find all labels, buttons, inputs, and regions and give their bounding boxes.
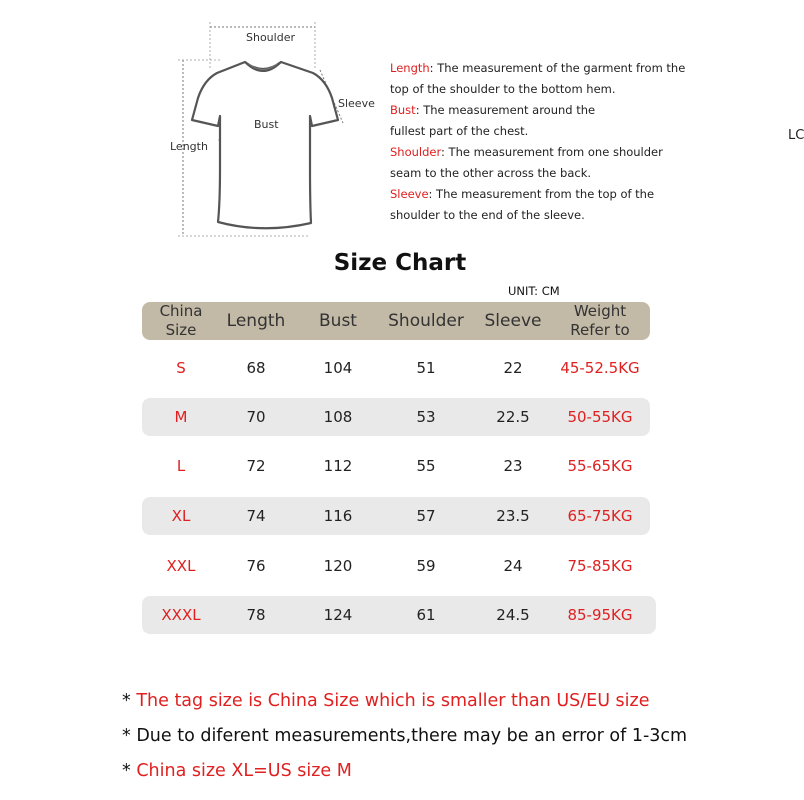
shoulder-label: Shoulder: [246, 31, 295, 44]
length-cell: 76: [246, 557, 266, 575]
definition-sleeve: Sleeve: The measurement from the top of the: [390, 187, 655, 201]
sleeve-cell: 22.5: [496, 408, 530, 426]
unit-label: UNIT: CM: [508, 284, 560, 298]
note-china-size: * The tag size is China Size which is smaller than US/EU size: [122, 691, 650, 711]
tshirt-diagram: [160, 18, 380, 248]
length-label: Length: [170, 140, 208, 153]
weight-cell: 75-85KG: [567, 557, 633, 575]
sleeve-cell: 23.5: [496, 507, 530, 525]
bust-cell: 124: [323, 606, 353, 624]
tshirt-outline-icon: [160, 18, 380, 248]
definition-bust-cont: fullest part of the chest.: [390, 124, 529, 138]
header-length: Length: [226, 311, 286, 331]
definition-shoulder: Shoulder: The measurement from one shoulder: [390, 145, 663, 159]
weight-cell: 45-52.5KG: [560, 359, 640, 377]
bust-cell: 112: [323, 457, 353, 475]
sleeve-cell: 24: [503, 557, 523, 575]
size-cell: XXL: [166, 557, 196, 575]
table-row: [0, 547, 800, 585]
shoulder-cell: 57: [416, 507, 436, 525]
sleeve-cell: 22: [503, 359, 523, 377]
table-row: [0, 447, 800, 485]
header-shoulder: Shoulder: [388, 311, 464, 331]
shoulder-cell: 53: [416, 408, 436, 426]
header-bust: Bust: [319, 311, 357, 331]
bust-label: Bust: [254, 118, 279, 131]
length-cell: 72: [246, 457, 266, 475]
table-row: [0, 596, 800, 634]
header-sleeve: Sleeve: [484, 311, 542, 331]
size-cell: S: [176, 359, 186, 377]
page-title: Size Chart: [333, 250, 467, 276]
sleeve-cell: 23: [503, 457, 523, 475]
shoulder-cell: 55: [416, 457, 436, 475]
note-us-size: * China size XL=US size M: [122, 761, 352, 781]
size-cell: L: [176, 457, 186, 475]
length-cell: 70: [246, 408, 266, 426]
shoulder-cell: 59: [416, 557, 436, 575]
weight-cell: 85-95KG: [567, 606, 633, 624]
shoulder-cell: 51: [416, 359, 436, 377]
length-cell: 74: [246, 507, 266, 525]
table-row: [0, 349, 800, 387]
weight-cell: 65-75KG: [567, 507, 633, 525]
definition-length: Length: The measurement of the garment from the: [390, 61, 686, 75]
bust-cell: 116: [323, 507, 353, 525]
sleeve-cell: 24.5: [496, 606, 530, 624]
table-row: [0, 398, 800, 436]
definition-sleeve-cont: shoulder to the end of the sleeve.: [390, 208, 585, 222]
table-header-row: [0, 302, 800, 340]
weight-cell: 55-65KG: [567, 457, 633, 475]
definition-length-cont: top of the shoulder to the bottom hem.: [390, 82, 616, 96]
sleeve-label: Sleeve: [338, 97, 375, 110]
bust-cell: 104: [323, 359, 353, 377]
bust-cell: 108: [323, 408, 353, 426]
note-measurement-error: * Due to diferent measurements,there may be an error of 1-3cm: [122, 726, 688, 746]
weight-cell: 50-55KG: [567, 408, 633, 426]
bust-cell: 120: [323, 557, 353, 575]
size-cell: XXXL: [161, 606, 201, 624]
header-china-size: China Size: [159, 302, 203, 339]
measurement-definitions: [390, 58, 700, 226]
length-cell: 68: [246, 359, 266, 377]
size-cell: XL: [171, 507, 191, 525]
cut-off-text: LC: [788, 128, 804, 143]
table-row: [0, 497, 800, 535]
header-weight: Weight Refer to: [570, 302, 630, 339]
length-cell: 78: [246, 606, 266, 624]
definition-bust: Bust: The measurement around the: [390, 103, 596, 117]
definition-shoulder-cont: seam to the other across the back.: [390, 166, 592, 180]
shoulder-cell: 61: [416, 606, 436, 624]
size-cell: M: [174, 408, 188, 426]
